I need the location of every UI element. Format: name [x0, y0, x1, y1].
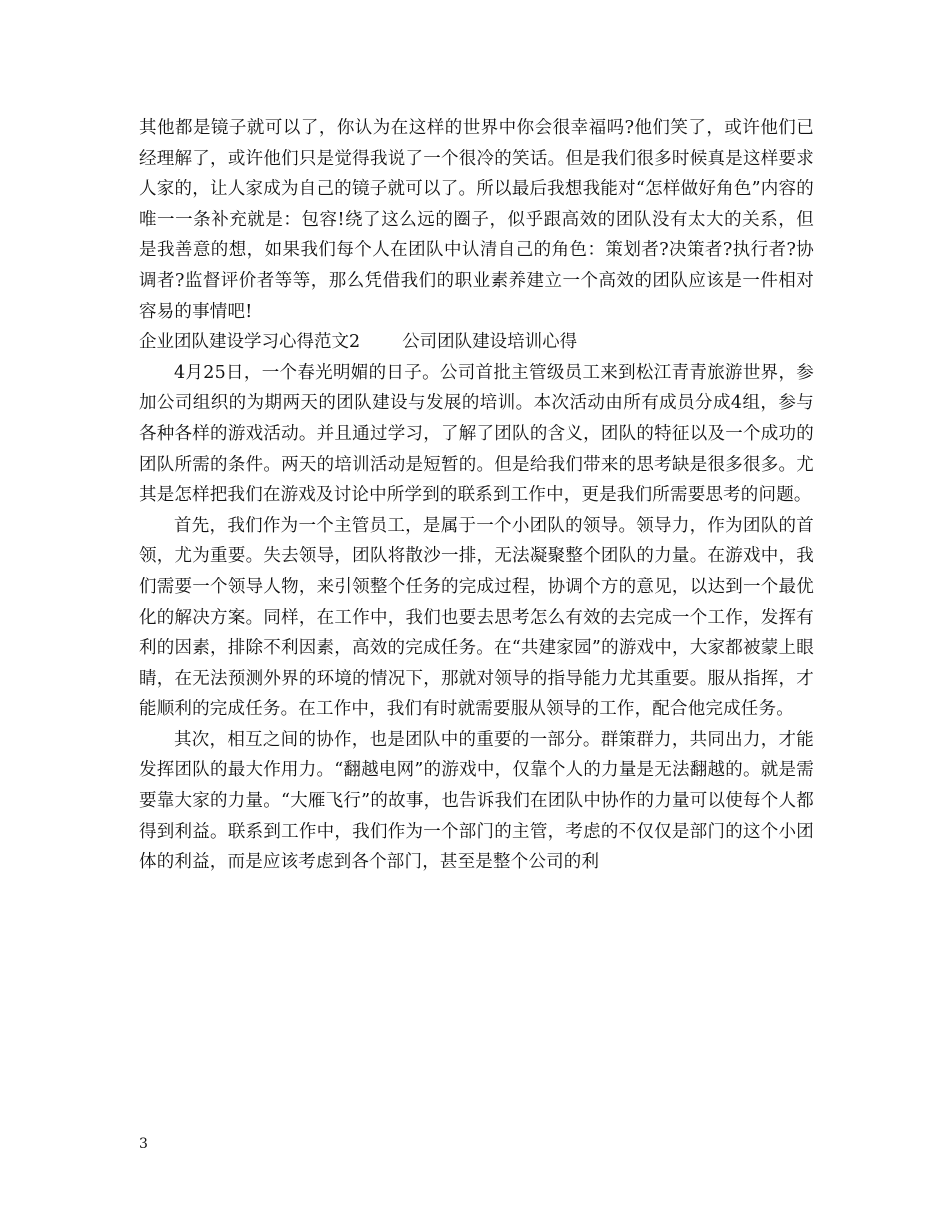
heading-subtitle: 公司团队建设培训心得 — [402, 332, 578, 353]
section-heading — [139, 327, 814, 358]
document-body — [139, 113, 814, 878]
heading-title: 企业团队建设学习心得范文2 — [139, 332, 361, 353]
paragraph-2: 首先，我们作为一个主管员工，是属于一个小团队的领导。领导力，作为团队的首领，尤为重要。失去领导，团队将散沙一排，无法凝聚整个团队的力量。在游戏中，我们需要一个领导人物，来引领整个任务的完成过程，协调个方的意见，以达到一个最优化的解决方案。同样，在工作中，我们也要去思考怎么有效的去完成一个工作，发挥有利的因素，排除不利因素，高效的完成任务。在“共建家园”的游戏中，大家都被蒙上眼睛，在无法预测外界的环境的情况下，那就对领导的指导能力尤其重要。服从指挥，才能顺利的完成任务。在工作中，我们有时就需要服从领导的工作，配合他完成任务。 — [139, 515, 814, 720]
paragraph-1: 4月25日，一个春光明媚的日子。公司首批主管级员工来到松江青青旅游世界，参加公司组织的为期两天的团队建设与发展的培训。本次活动由所有成员分成4组，参与各种各样的游戏活动。并且通过学习，了解了团队的含义，团队的特征以及一个成功的团队所需的条件。两天的培训活动是短暂的。但是给我们带来的思考缺是很多很多。尤其是怎样把我们在游戏及讨论中所学到的联系到工作中，更是我们所需要思考的问题。 — [139, 362, 814, 506]
paragraph-continued: 其他都是镜子就可以了，你认为在这样的世界中你会很幸福吗?他们笑了，或许他们已经理解了，或许他们只是觉得我说了一个很冷的笑话。但是我们很多时候真是这样要求人家的，让人家成为自己的镜子就可以了。所以最后我想我能对“怎样做好角色”内容的唯一一条补充就是：包容!绕了这么远的圈子，似乎跟高效的团队没有太大的关系，但是我善意的想，如果我们每个人在团队中认清自己的角色：策划者?决策者?执行者?协调者?监督评价者等等，那么凭借我们的职业素养建立一个高效的团队应该是一件相对容易的事情吧! — [139, 118, 814, 322]
paragraph-3: 其次，相互之间的协作，也是团队中的重要的一部分。群策群力，共同出力，才能发挥团队的最大作用力。“翻越电网”的游戏中，仅靠个人的力量是无法翻越的。就是需要靠大家的力量。“大雁飞行”的故事，也告诉我们在团队中协作的力量可以使每个人都得到利益。联系到工作中，我们作为一个部门的主管，考虑的不仅仅是部门的这个小团体的利益，而是应该考虑到各个部门，甚至是整个公司的利 — [139, 729, 814, 873]
page-number: 3 — [139, 1136, 148, 1152]
